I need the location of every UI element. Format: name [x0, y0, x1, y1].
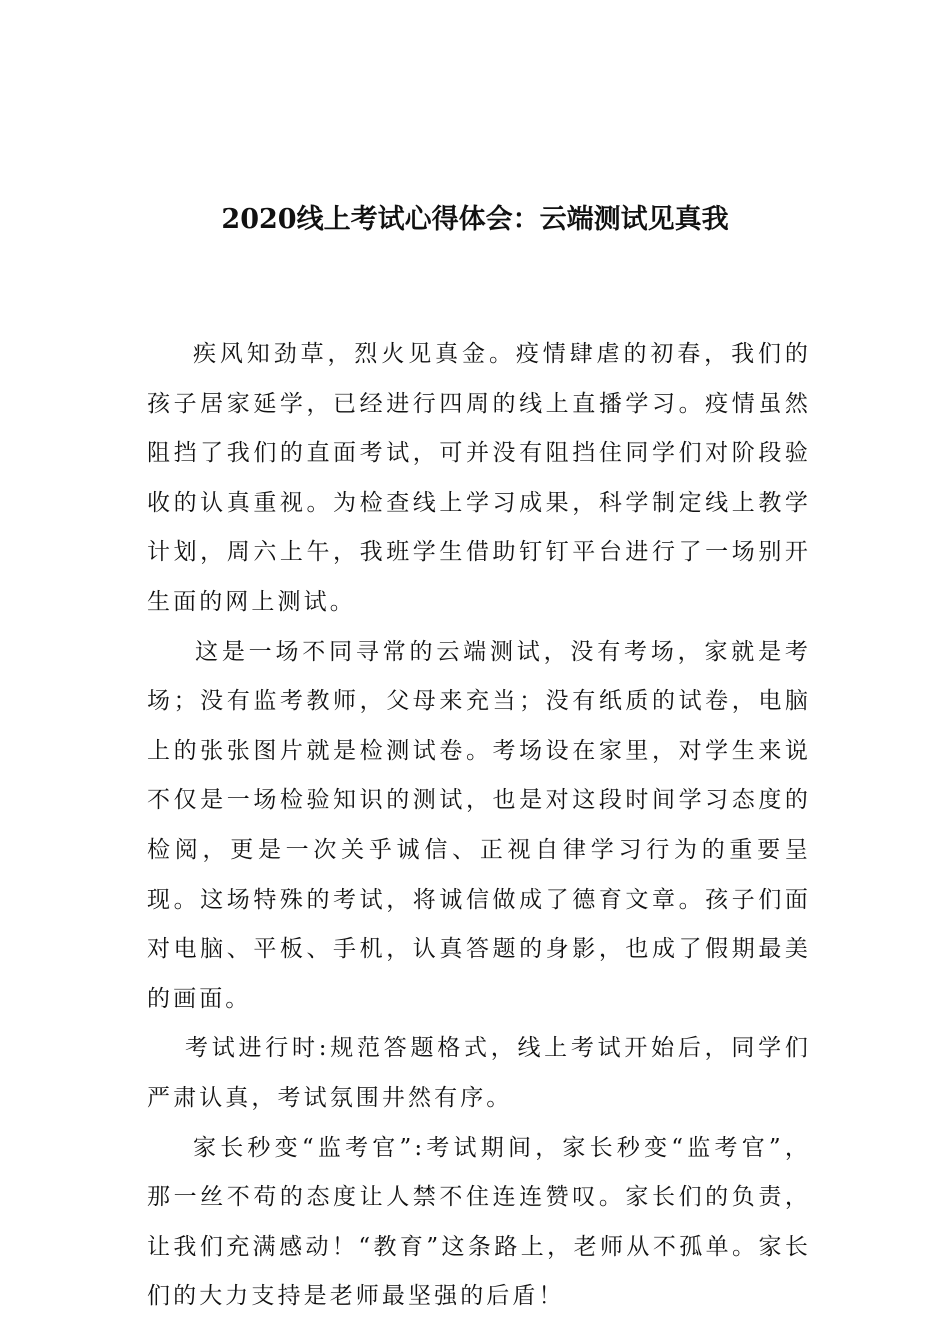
paragraph-3: 考试进行时:规范答题格式，线上考试开始后，同学们严肃认真，考试氛围井然有序。 — [147, 1035, 811, 1111]
paragraph-1: 疾风知劲草，烈火见真金。疫情肆虐的初春，我们的孩子居家延学，已经进行四周的线上直播学习。疫情虽然阻挡了我们的直面考试，可并没有阻挡住同学们对阶段验收的认真重视。为检查线上学习成果，科学制定线上教学计划，周六上午，我班学生借助钉钉平台进行了一场别开生面的网上测试。 — [147, 341, 811, 615]
document-title: 2020线上考试心得体会：云端测试见真我 — [221, 204, 729, 236]
paragraph-4: 家长秒变“监考官”:考试期间，家长秒变“监考官”，那一丝不苟的态度让人禁不住连连赞叹。家长们的负责，让我们充满感动！“教育”这条路上，老师从不孤单。家长们的大力支持是老师最坚强的后盾！ — [147, 1134, 811, 1310]
paragraph-2: 这是一场不同寻常的云端测试，没有考场，家就是考场；没有监考教师，父母来充当；没有纸质的试卷，电脑上的张张图片就是检测试卷。考场设在家里，对学生来说不仅是一场检验知识的测试，也是对这段时间学习态度的检阅，更是一次关乎诚信、正视自律学习行为的重要呈现。这场特殊的考试，将诚信做成了德育文章。孩子们面对电脑、平板、手机，认真答题的身影，也成了假期最美的画面。 — [147, 638, 811, 1012]
document-body — [147, 330, 811, 1322]
